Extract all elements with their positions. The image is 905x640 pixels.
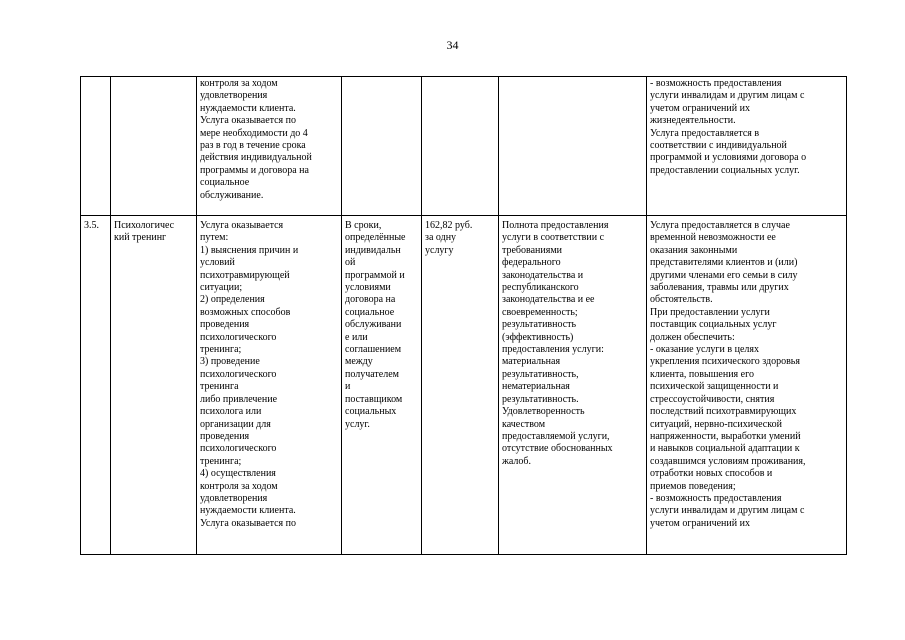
service-number-cell: 3.5.	[81, 216, 111, 555]
service-name-cell: Психологичес кий тренинг	[111, 216, 197, 555]
service-number-cell	[81, 77, 111, 216]
service-terms-cell	[342, 77, 422, 216]
service-tariff-cell: 162,82 руб. за одну услугу	[422, 216, 499, 555]
table-row	[81, 216, 847, 555]
service-name-cell	[111, 77, 197, 216]
service-conditions-cell: - возможность предоставления услуги инвалидам и другим лицам с учетом ограничений их жизнедеятельности. Услуга предоставляется в соответствии с индивидуальной программой и условиями договора о предоставлении социальных услуг.	[647, 77, 847, 216]
service-quality-cell	[499, 77, 647, 216]
service-content-cell: Услуга оказывается путем: 1) выяснения причин и условий психотравмирующей ситуации; 2) определения возможных способов проведения психологического тренинга; 3) проведение психологического тренинга либо привлечение психолога или организации для проведения психологического тренинга; 4) осуществления контроля за ходом удовлетворения нуждаемости клиента. Услуга оказывается по	[197, 216, 342, 555]
services-table	[80, 76, 847, 555]
table-row	[81, 77, 847, 216]
service-conditions-cell: Услуга предоставляется в случае временной невозможности ее оказания законными представителями клиентов и (или) другими членами его семьи в силу заболевания, травмы или других обстоятельств. При предоставлении услуги поставщик социальных услуг должен обеспечить: - оказание услуги в целях укрепления психического здоровья клиента, повышения его психической защищенности и стрессоустойчивости, снятия последствий психотравмирующих ситуаций, нервно-психической напряженности, выработки умений и навыков социальной адаптации к создавшимся условиям проживания, отработки новых способов и приемов поведения; - возможность предоставления услуги инвалидам и другим лицам с учетом ограничений их	[647, 216, 847, 555]
service-tariff-cell	[422, 77, 499, 216]
service-terms-cell: В сроки, определённые индивидальн ой программой и условиями договора на социальное обслуживани е или соглашением между получателем и поставщиком социальных услуг.	[342, 216, 422, 555]
page-number: 34	[446, 38, 459, 52]
service-content-cell: контроля за ходом удовлетворения нуждаемости клиента. Услуга оказывается по мере необходимости до 4 раз в год в течение срока действия индивидуальной программы и договора на социальное обслуживание.	[197, 77, 342, 216]
service-quality-cell: Полнота предоставления услуги в соответствии с требованиями федерального законодательства и республиканского законодательства и ее своевременность; результативность (эффективность) предоставления услуги: материальная результативность, нематериальная результативность. Удовлетворенность качеством предоставляемой услуги, отсутствие обоснованных жалоб.	[499, 216, 647, 555]
